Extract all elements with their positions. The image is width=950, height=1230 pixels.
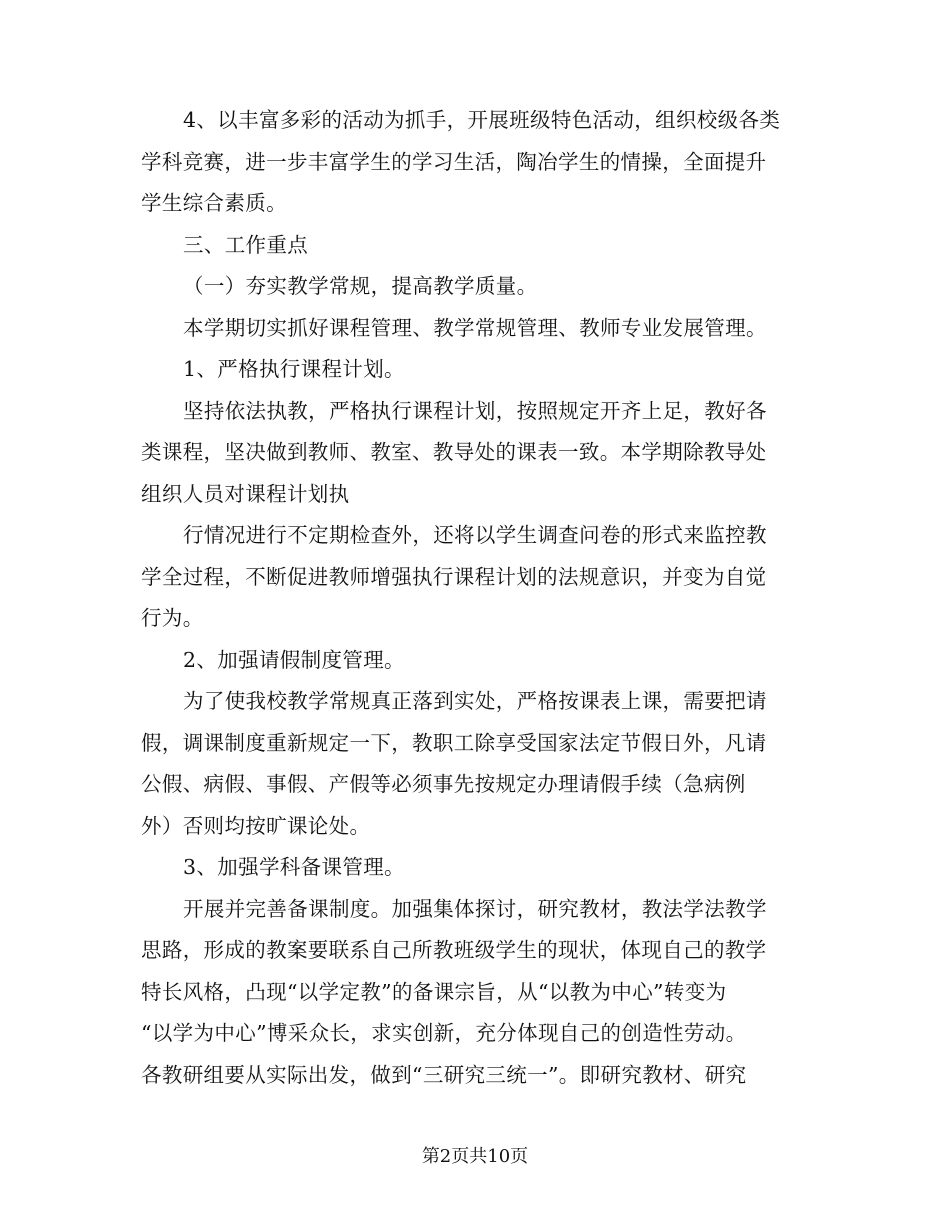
paragraph-line: “以学为中心”博采众长，求实创新，充分体现自己的创造性劳动。 [141, 1021, 747, 1045]
page-number-footer: 第2页共10页 [421, 1146, 529, 1167]
paragraph-line: 坚持依法执教，严格执行课程计划，按照规定开齐上足，教好各 [183, 398, 767, 423]
paragraph-line: 假，调课制度重新规定一下，教职工除享受国家法定节假日外，凡请 [141, 730, 767, 755]
paragraph-line: 行为。 [141, 606, 204, 630]
paragraph-line: 行情况进行不定期检查外，还将以学生调查问卷的形式来监控教 [183, 523, 767, 547]
paragraph-line: 公假、病假、事假、产假等必须事先按规定办理请假手续（急病例 [141, 772, 746, 796]
item-heading: 3、加强学科备课管理。 [183, 855, 405, 879]
paragraph-line: 特长风格，凸现“以学定教”的备课宗旨，从“以教为中心”转变为 [141, 979, 727, 1004]
paragraph-line: 外）否则均按旷课论处。 [141, 813, 371, 838]
subsection-heading: （一）夯实教学常规，提高教学质量。 [183, 274, 538, 298]
paragraph-line: 为了使我校教学常规真正落到实处，严格按课表上课，需要把请 [183, 689, 767, 713]
paragraph-line: 思路，形成的教案要联系自己所教班级学生的现状，体现自己的教学 [141, 938, 767, 962]
item-heading: 2、加强请假制度管理。 [183, 647, 405, 672]
paragraph-line: 学全过程，不断促进教师增强执行课程计划的法规意识，并变为自觉 [141, 564, 767, 589]
paragraph-line: 开展并完善备课制度。加强集体探讨，研究教材，教法学法教学 [183, 896, 767, 921]
section-heading: 三、工作重点 [183, 232, 309, 257]
paragraph-line: 组织人员对课程计划执 [141, 481, 350, 506]
document-body [141, 100, 811, 1096]
paragraph-line: 类课程，坚决做到教师、教室、教导处的课表一致。本学期除教导处 [141, 440, 767, 464]
paragraph-line: 各教研组要从实际出发，做到“三研究三统一”。即研究教材、研究 [141, 1062, 747, 1087]
paragraph-line: 学科竞赛，进一步丰富学生的学习生活，陶冶学生的情操，全面提升 [141, 149, 767, 174]
item-heading: 1、严格执行课程计划。 [183, 357, 405, 381]
paragraph-line: 4、以丰富多彩的活动为抓手，开展班级特色活动，组织校级各类 [183, 108, 781, 132]
paragraph-line: 学生综合素质。 [141, 191, 287, 215]
paragraph-line: 本学期切实抓好课程管理、教学常规管理、教师专业发展管理。 [183, 315, 767, 340]
